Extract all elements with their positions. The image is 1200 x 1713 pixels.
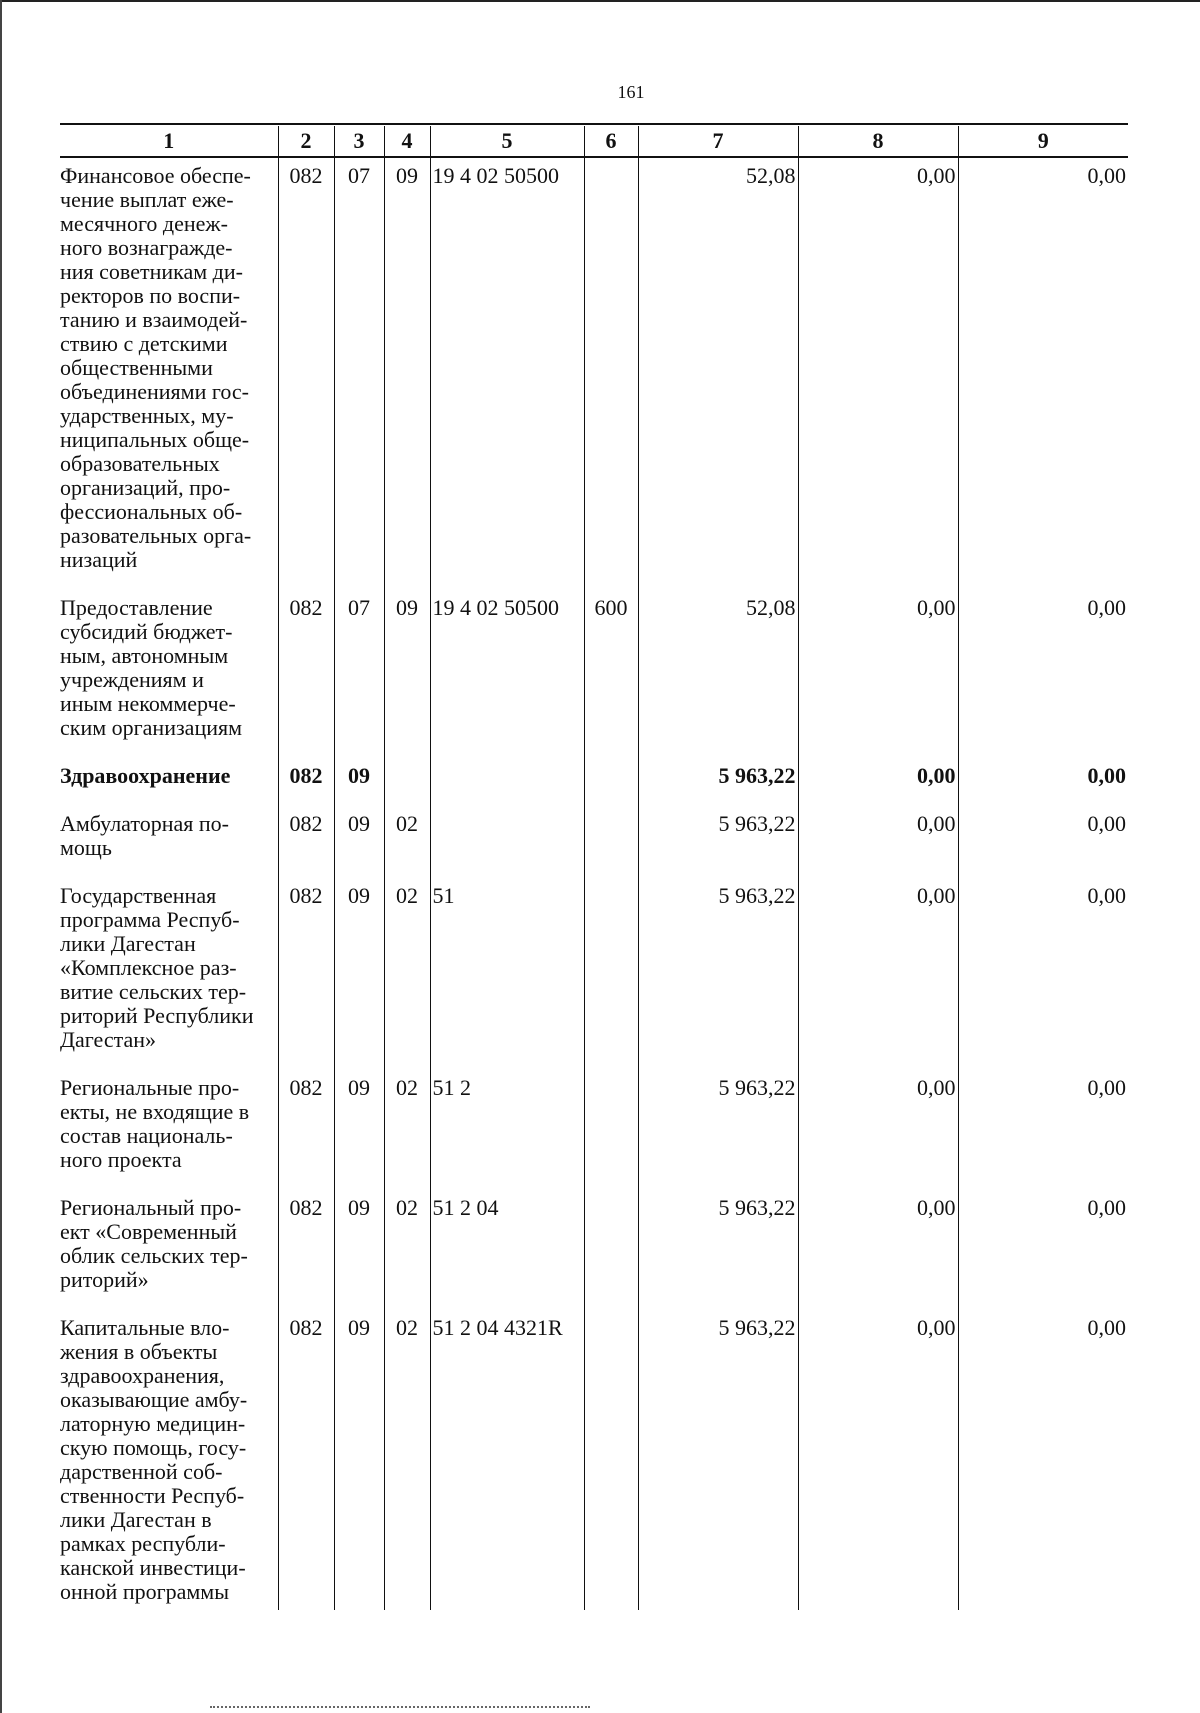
spacer-cell: [384, 1292, 430, 1310]
cell-code-4: 02: [384, 1190, 430, 1292]
cell-amount-8: 0,00: [798, 1070, 958, 1172]
cell-code-2: 082: [278, 758, 334, 788]
cell-amount-9: 0,00: [958, 758, 1128, 788]
spacer-cell: [584, 1172, 638, 1190]
spacer-cell: [334, 1052, 384, 1070]
row-spacer: [60, 1292, 1128, 1310]
row-name-line: рамках республи-: [60, 1531, 226, 1556]
page-number: 161: [617, 82, 645, 102]
cell-code-2: 082: [278, 590, 334, 740]
table-row: [60, 806, 1128, 860]
cell-amount-9: 0,00: [958, 806, 1128, 860]
spacer-cell: [278, 572, 334, 590]
cell-amount-7: 5 963,22: [638, 1190, 798, 1292]
row-name-cell: [60, 590, 278, 740]
spacer-cell: [798, 860, 958, 878]
spacer-cell: [60, 1172, 278, 1190]
spacer-cell: [430, 860, 584, 878]
spacer-cell: [798, 740, 958, 758]
spacer-cell: [638, 1292, 798, 1310]
spacer-cell: [278, 860, 334, 878]
spacer-cell: [584, 572, 638, 590]
row-name-line: Государственная: [60, 883, 217, 908]
spacer-cell: [584, 1052, 638, 1070]
spacer-cell: [60, 860, 278, 878]
cell-amount-9: 0,00: [958, 1190, 1128, 1292]
cell-code-5: 51: [430, 878, 584, 1052]
cell-amount-7: 52,08: [638, 157, 798, 572]
row-name-line: лики Дагестан в: [60, 1507, 212, 1532]
table-row: [60, 1310, 1128, 1610]
row-name-line: состав националь-: [60, 1123, 233, 1148]
row-name-line: учреждениям и: [60, 667, 204, 692]
row-name-line: ственности Респуб-: [60, 1483, 245, 1508]
row-name-line: дарственной соб-: [60, 1459, 223, 1484]
table-top-rule: [60, 123, 1128, 125]
spacer-cell: [798, 788, 958, 806]
row-spacer: [60, 572, 1128, 590]
cell-amount-9: 0,00: [958, 1310, 1128, 1610]
spacer-cell: [430, 1052, 584, 1070]
cell-amount-8: 0,00: [798, 1310, 958, 1610]
row-name-line: екты, не входящие в: [60, 1099, 250, 1124]
spacer-cell: [60, 572, 278, 590]
table-row: [60, 1070, 1128, 1172]
row-name-line: канской инвестици-: [60, 1555, 246, 1580]
row-name-line: месячного денеж-: [60, 211, 228, 236]
spacer-cell: [60, 788, 278, 806]
spacer-cell: [384, 572, 430, 590]
column-header-1: 1: [60, 126, 278, 157]
spacer-cell: [958, 788, 1128, 806]
cell-code-6: 600: [584, 590, 638, 740]
cell-amount-7: 52,08: [638, 590, 798, 740]
cell-code-4: 02: [384, 806, 430, 860]
spacer-cell: [384, 1172, 430, 1190]
column-header-7: 7: [638, 126, 798, 157]
spacer-cell: [60, 740, 278, 758]
row-name-line: разовательных орга-: [60, 523, 252, 548]
column-header-8: 8: [798, 126, 958, 157]
row-name-cell: [60, 1070, 278, 1172]
spacer-cell: [638, 1052, 798, 1070]
cell-code-2: 082: [278, 157, 334, 572]
spacer-cell: [958, 572, 1128, 590]
table-row: [60, 157, 1128, 572]
row-name-line: скую помощь, госу-: [60, 1435, 247, 1460]
table-row: [60, 1190, 1128, 1292]
row-name-line: Региональный про-: [60, 1195, 242, 1220]
cell-code-3: 07: [334, 590, 384, 740]
row-name-line: Предоставление: [60, 595, 213, 620]
spacer-cell: [430, 572, 584, 590]
scan-edge-left: [0, 0, 2, 1713]
cell-code-2: 082: [278, 1070, 334, 1172]
row-name-cell: [60, 1190, 278, 1292]
spacer-cell: [278, 740, 334, 758]
column-header-4: 4: [384, 126, 430, 157]
row-name-line: ект «Современный: [60, 1219, 237, 1244]
cell-amount-7: 5 963,22: [638, 1310, 798, 1610]
spacer-cell: [60, 1052, 278, 1070]
row-name-line: жения в объекты: [60, 1339, 218, 1364]
row-name-line: общественными: [60, 355, 213, 380]
cell-code-6: [584, 1310, 638, 1610]
scan-edge-bottom: [210, 1706, 590, 1710]
cell-code-5: 19 4 02 50500: [430, 590, 584, 740]
budget-table: [60, 126, 1128, 1610]
row-name-line: Капитальные вло-: [60, 1315, 230, 1340]
spacer-cell: [278, 1052, 334, 1070]
spacer-cell: [384, 1052, 430, 1070]
cell-amount-9: 0,00: [958, 590, 1128, 740]
column-header-2: 2: [278, 126, 334, 157]
scan-edge-top: [0, 0, 1200, 2]
cell-code-2: 082: [278, 1310, 334, 1610]
spacer-cell: [958, 1172, 1128, 1190]
cell-code-3: 09: [334, 758, 384, 788]
column-header-5: 5: [430, 126, 584, 157]
spacer-cell: [958, 740, 1128, 758]
spacer-cell: [334, 860, 384, 878]
row-spacer: [60, 788, 1128, 806]
spacer-cell: [638, 572, 798, 590]
spacer-cell: [334, 1292, 384, 1310]
cell-amount-8: 0,00: [798, 590, 958, 740]
spacer-cell: [584, 788, 638, 806]
row-name-line: облик сельских тер-: [60, 1243, 248, 1268]
cell-code-4: 02: [384, 878, 430, 1052]
cell-amount-8: 0,00: [798, 157, 958, 572]
spacer-cell: [278, 1172, 334, 1190]
row-name-line: ного вознагражде-: [60, 235, 233, 260]
spacer-cell: [798, 572, 958, 590]
cell-code-6: [584, 758, 638, 788]
row-name-line: Финансовое обеспе-: [60, 163, 251, 188]
row-name-line: программа Респуб-: [60, 907, 240, 932]
row-name-line: образовательных: [60, 451, 220, 476]
cell-code-2: 082: [278, 1190, 334, 1292]
cell-amount-8: 0,00: [798, 1190, 958, 1292]
cell-code-5: 51 2 04: [430, 1190, 584, 1292]
cell-code-6: [584, 157, 638, 572]
cell-code-5: [430, 758, 584, 788]
row-name-line: ударственных, му-: [60, 403, 234, 428]
spacer-cell: [430, 788, 584, 806]
row-name-line: Региональные про-: [60, 1075, 240, 1100]
spacer-cell: [584, 1292, 638, 1310]
spacer-cell: [958, 860, 1128, 878]
spacer-cell: [278, 788, 334, 806]
row-name-cell: [60, 878, 278, 1052]
row-name-line: субсидий бюджет-: [60, 619, 233, 644]
cell-code-5: 51 2: [430, 1070, 584, 1172]
spacer-cell: [384, 740, 430, 758]
cell-amount-8: 0,00: [798, 878, 958, 1052]
spacer-cell: [334, 572, 384, 590]
spacer-cell: [638, 860, 798, 878]
row-name-line: низаций: [60, 547, 138, 572]
row-name-line: здравоохранения,: [60, 1363, 225, 1388]
row-name-line: ния советникам ди-: [60, 259, 243, 284]
cell-code-6: [584, 878, 638, 1052]
cell-code-4: 09: [384, 590, 430, 740]
cell-code-5: [430, 806, 584, 860]
spacer-cell: [430, 740, 584, 758]
row-spacer: [60, 1052, 1128, 1070]
row-name-line: ректоров по воспи-: [60, 283, 241, 308]
cell-amount-9: 0,00: [958, 878, 1128, 1052]
row-name-line: иным некоммерче-: [60, 691, 236, 716]
row-name-line: риторий»: [60, 1267, 149, 1292]
spacer-cell: [430, 1292, 584, 1310]
column-header-9: 9: [958, 126, 1128, 157]
cell-code-4: 02: [384, 1070, 430, 1172]
row-name-line: онной программы: [60, 1579, 230, 1604]
cell-code-5: 19 4 02 50500: [430, 157, 584, 572]
row-name-cell: [60, 157, 278, 572]
cell-code-3: 09: [334, 806, 384, 860]
spacer-cell: [278, 1292, 334, 1310]
spacer-cell: [638, 788, 798, 806]
spacer-cell: [584, 860, 638, 878]
row-name-line: «Комплексное раз-: [60, 955, 237, 980]
row-name-line: лики Дагестан: [60, 931, 196, 956]
spacer-cell: [384, 788, 430, 806]
row-name-line: риторий Республики: [60, 1003, 254, 1028]
cell-code-6: [584, 1190, 638, 1292]
table-row: [60, 758, 1128, 788]
cell-amount-8: 0,00: [798, 758, 958, 788]
row-name-line: танию и взаимодей-: [60, 307, 248, 332]
spacer-cell: [958, 1052, 1128, 1070]
row-name-line: чение выплат еже-: [60, 187, 234, 212]
row-name-line: ниципальных обще-: [60, 427, 250, 452]
row-name-line: ским организациям: [60, 715, 243, 740]
table-header-row: [60, 126, 1128, 157]
cell-code-3: 09: [334, 878, 384, 1052]
spacer-cell: [798, 1172, 958, 1190]
row-name-line: мощь: [60, 835, 112, 860]
cell-code-4: [384, 758, 430, 788]
row-name-line: фессиональных об-: [60, 499, 243, 524]
spacer-cell: [798, 1292, 958, 1310]
cell-code-3: 09: [334, 1190, 384, 1292]
cell-code-6: [584, 1070, 638, 1172]
cell-amount-7: 5 963,22: [638, 806, 798, 860]
spacer-cell: [430, 1172, 584, 1190]
cell-code-4: 09: [384, 157, 430, 572]
cell-code-3: 07: [334, 157, 384, 572]
cell-code-3: 09: [334, 1310, 384, 1610]
row-name-line: ствию с детскими: [60, 331, 228, 356]
row-name-line: Здравоохранение: [60, 763, 231, 788]
row-name-line: ного проекта: [60, 1147, 182, 1172]
row-name-line: витие сельских тер-: [60, 979, 247, 1004]
spacer-cell: [334, 1172, 384, 1190]
row-spacer: [60, 1172, 1128, 1190]
spacer-cell: [798, 1052, 958, 1070]
spacer-cell: [584, 740, 638, 758]
row-name-cell: [60, 758, 278, 788]
cell-amount-8: 0,00: [798, 806, 958, 860]
row-spacer: [60, 740, 1128, 758]
table-body: [60, 157, 1128, 1610]
spacer-cell: [638, 1172, 798, 1190]
cell-amount-7: 5 963,22: [638, 1070, 798, 1172]
cell-code-2: 082: [278, 878, 334, 1052]
cell-amount-7: 5 963,22: [638, 878, 798, 1052]
spacer-cell: [60, 1292, 278, 1310]
cell-code-5: 51 2 04 4321R: [430, 1310, 584, 1610]
cell-code-4: 02: [384, 1310, 430, 1610]
cell-amount-9: 0,00: [958, 1070, 1128, 1172]
column-header-3: 3: [334, 126, 384, 157]
column-header-6: 6: [584, 126, 638, 157]
row-name-line: ным, автономным: [60, 643, 229, 668]
cell-amount-9: 0,00: [958, 157, 1128, 572]
cell-code-2: 082: [278, 806, 334, 860]
row-name-cell: [60, 806, 278, 860]
spacer-cell: [334, 740, 384, 758]
table-row: [60, 878, 1128, 1052]
spacer-cell: [334, 788, 384, 806]
row-name-line: организаций, про-: [60, 475, 231, 500]
row-spacer: [60, 860, 1128, 878]
cell-code-6: [584, 806, 638, 860]
row-name-line: Амбулаторная по-: [60, 811, 229, 836]
cell-code-3: 09: [334, 1070, 384, 1172]
spacer-cell: [384, 860, 430, 878]
row-name-line: латорную медицин-: [60, 1411, 246, 1436]
spacer-cell: [638, 740, 798, 758]
table-row: [60, 590, 1128, 740]
spacer-cell: [958, 1292, 1128, 1310]
cell-amount-7: 5 963,22: [638, 758, 798, 788]
row-name-cell: [60, 1310, 278, 1610]
row-name-line: оказывающие амбу-: [60, 1387, 248, 1412]
row-name-line: объединениями гос-: [60, 379, 249, 404]
row-name-line: Дагестан»: [60, 1027, 157, 1052]
